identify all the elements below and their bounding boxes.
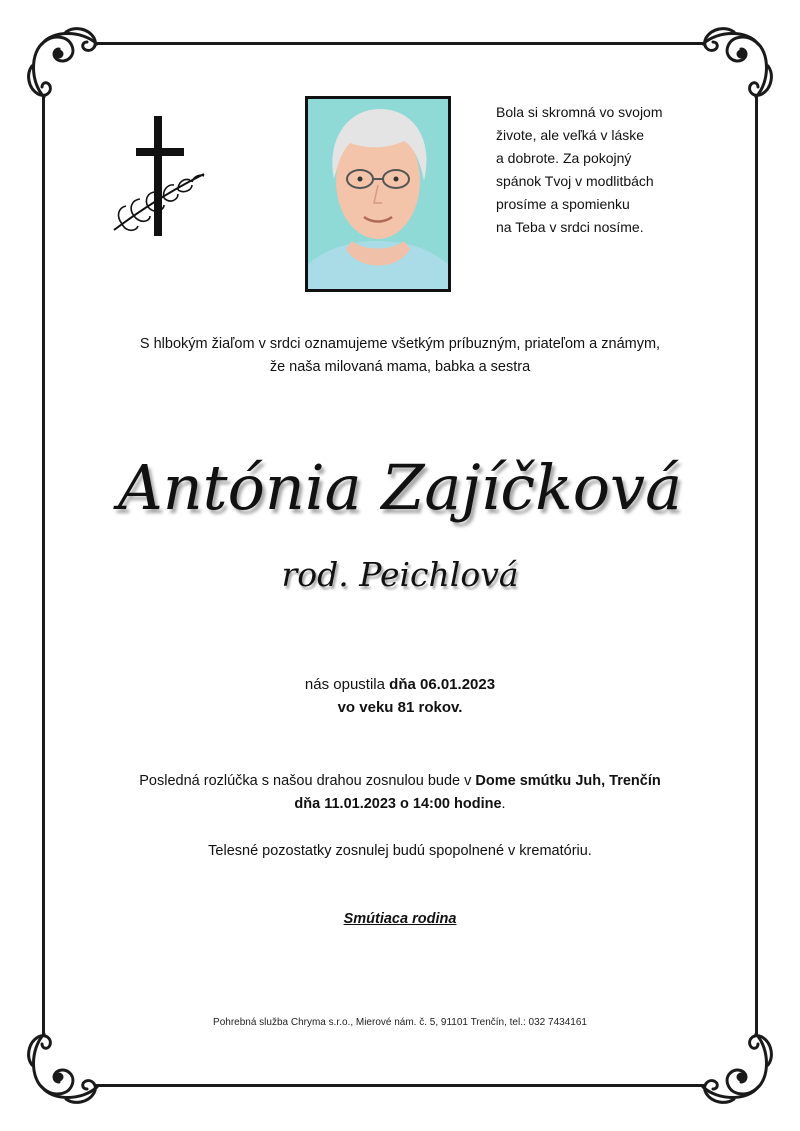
funeral-info xyxy=(60,770,740,816)
death-date-line xyxy=(60,673,740,696)
funeral-text: Posledná rozlúčka s našou drahou zosnulou bude v xyxy=(139,773,472,789)
verse-line: živote, ale veľká v láske xyxy=(496,127,645,143)
cross-with-palm-icon xyxy=(108,112,212,242)
remains-note: Telesné pozostatky zosnulej budú spopolnené v krematóriu. xyxy=(208,843,592,859)
verse-line: prosíme a spomienku xyxy=(496,196,630,212)
announcement xyxy=(60,333,740,379)
memorial-verse xyxy=(496,101,706,239)
verse-line: a dobrote. Za pokojný xyxy=(496,150,632,166)
corner-ornament-top-left-icon xyxy=(22,22,102,102)
death-info xyxy=(60,673,740,719)
portrait-photo xyxy=(305,96,451,292)
corner-ornament-bottom-left-icon xyxy=(22,1029,102,1109)
deceased-maiden-name: rod. Peichlová xyxy=(281,555,519,594)
family-signature: Smútiaca rodina xyxy=(343,911,457,927)
death-prefix: nás opustila xyxy=(304,676,385,693)
frame-bottom-line xyxy=(95,1084,705,1087)
funeral-place: Dome smútku Juh, Trenčín xyxy=(475,773,661,789)
verse-line: spánok Tvoj v modlitbách xyxy=(496,173,654,189)
funeral-end: . xyxy=(501,796,506,812)
announcement-line-1: S hlbokým žiaľom v srdci oznamujeme všetkým príbuzným, priateľom a známym, xyxy=(139,336,661,352)
corner-ornament-bottom-right-icon xyxy=(698,1029,778,1109)
corner-ornament-top-right-icon xyxy=(698,22,778,102)
announcement-line-2: že naša milovaná mama, babka a sestra xyxy=(269,359,531,375)
funeral-service-footer: Pohrebná služba Chryma s.r.o., Mierové nám. č. 5, 91101 Trenčín, tel.: 032 7434161 xyxy=(213,1017,587,1028)
funeral-line-2 xyxy=(60,793,740,816)
deceased-name: Antónia Zajíčková xyxy=(117,451,683,524)
death-date: dňa 06.01.2023 xyxy=(389,676,496,693)
death-age: vo veku 81 rokov. xyxy=(337,699,463,716)
funeral-datetime: dňa 11.01.2023 o 14:00 hodine xyxy=(294,796,502,812)
funeral-line-1 xyxy=(60,770,740,793)
verse-line: Bola si skromná vo svojom xyxy=(496,104,663,120)
verse-line: na Teba v srdci nosíme. xyxy=(496,219,644,235)
frame-top-line xyxy=(95,42,705,45)
